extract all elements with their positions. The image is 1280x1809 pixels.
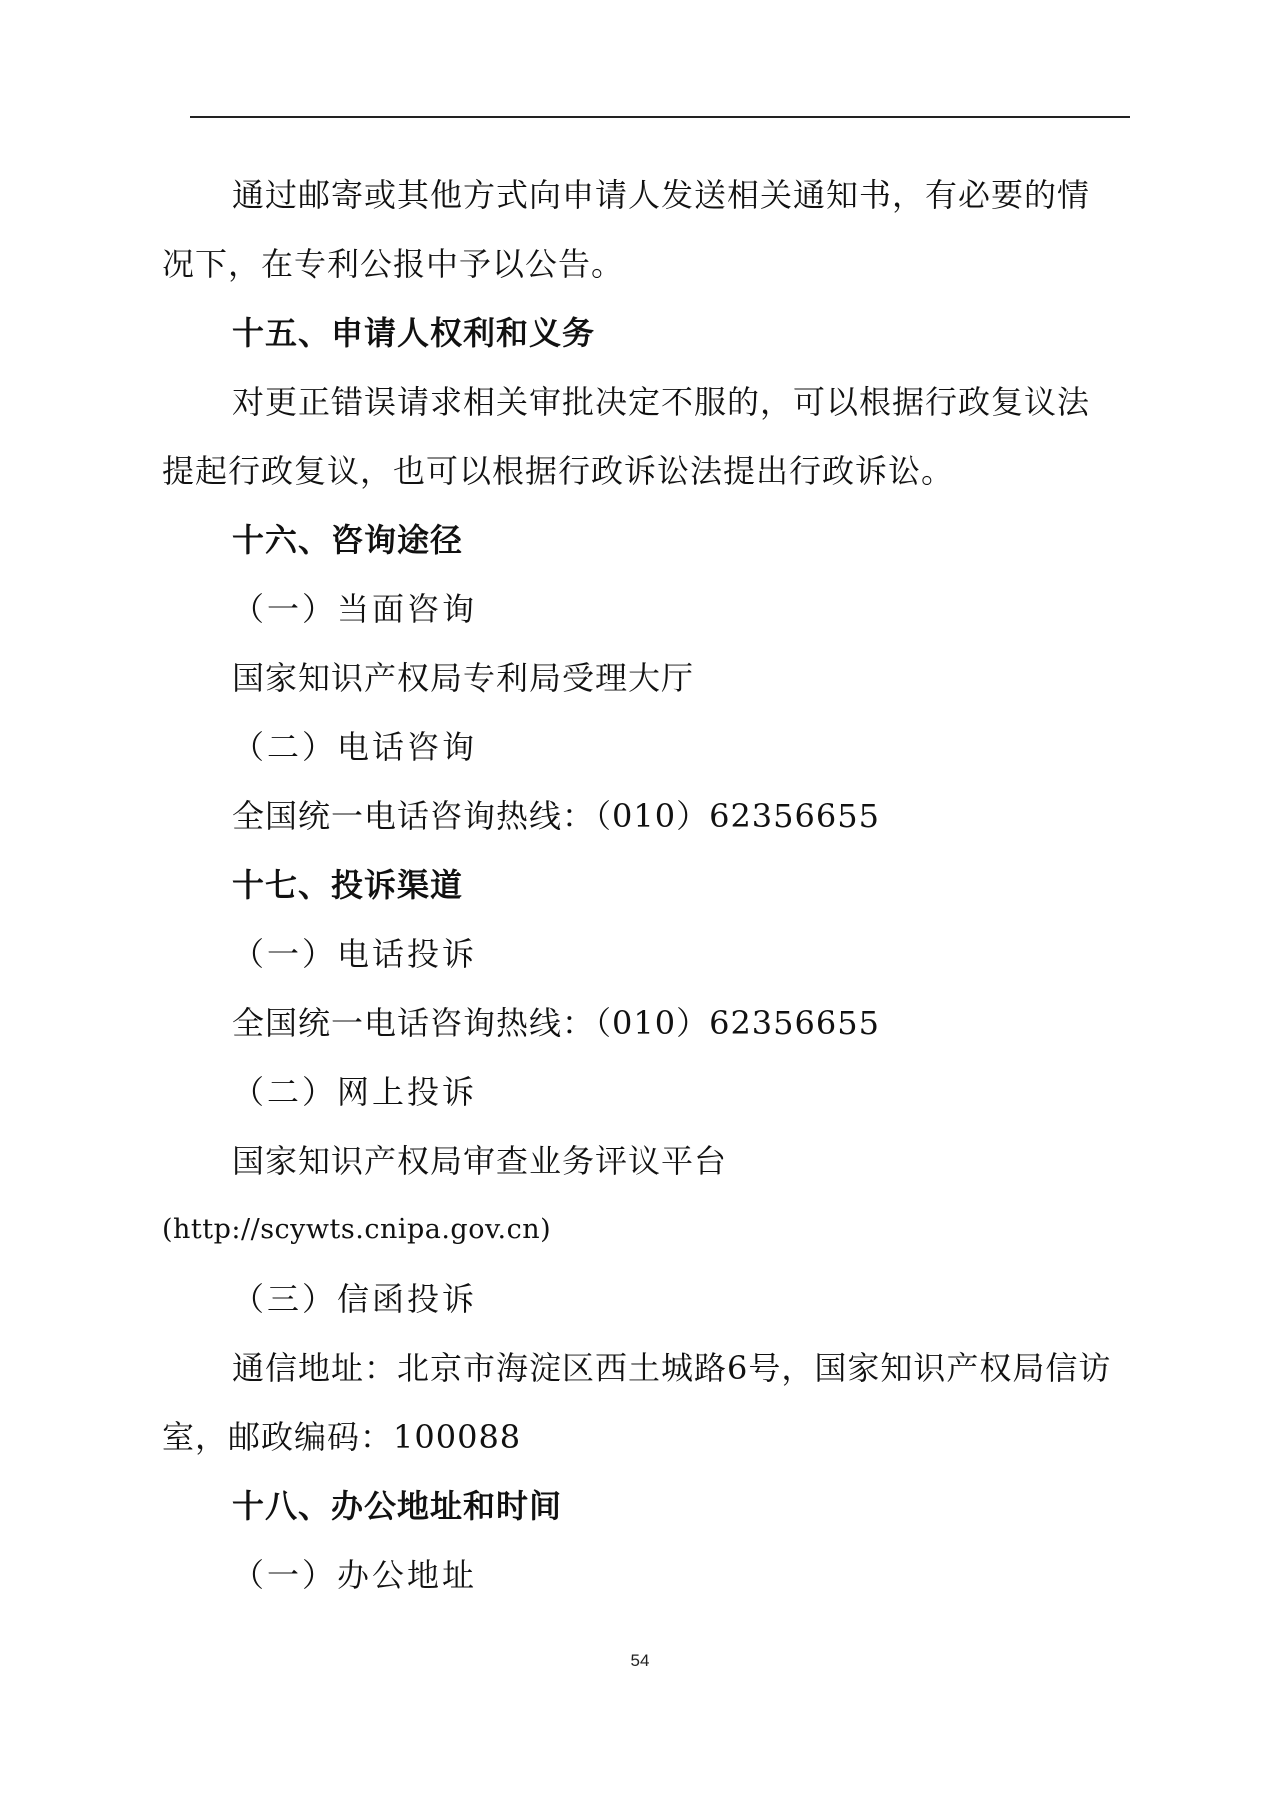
header-rule — [190, 116, 1130, 118]
paragraph-line: 提起行政复议，也可以根据行政诉讼法提出行政诉讼。 — [162, 452, 955, 490]
url-line: (http://scywts.cnipa.gov.cn) — [162, 1214, 552, 1245]
section-heading: 十七、投诉渠道 — [232, 866, 464, 904]
paragraph-line: 况下，在专利公报中予以公告。 — [162, 245, 625, 283]
subsection-heading: （二）网上投诉 — [232, 1073, 478, 1111]
paragraph-line: 国家知识产权局专利局受理大厅 — [232, 659, 695, 697]
paragraph-line: 国家知识产权局审查业务评议平台 — [232, 1142, 728, 1180]
subsection-heading: （三）信函投诉 — [232, 1280, 478, 1318]
paragraph-line: 通过邮寄或其他方式向申请人发送相关通知书，有必要的情 — [232, 176, 1091, 214]
phone-line: 全国统一电话咨询热线：（010）62356655 — [232, 1004, 880, 1042]
address-line: 通信地址：北京市海淀区西土城路6号，国家知识产权局信访 — [232, 1349, 1112, 1387]
page-number: 54 — [630, 1651, 650, 1670]
subsection-heading: （二）电话咨询 — [232, 728, 478, 766]
section-heading: 十五、申请人权利和义务 — [232, 314, 596, 352]
paragraph-line: 对更正错误请求相关审批决定不服的，可以根据行政复议法 — [232, 383, 1091, 421]
subsection-heading: （一）电话投诉 — [232, 935, 478, 973]
subsection-heading: （一）当面咨询 — [232, 590, 478, 628]
section-heading: 十八、办公地址和时间 — [232, 1487, 563, 1525]
subsection-heading: （一）办公地址 — [232, 1556, 478, 1594]
section-heading: 十六、咨询途径 — [232, 521, 464, 559]
phone-line: 全国统一电话咨询热线：（010）62356655 — [232, 797, 880, 835]
address-line: 室，邮政编码：100088 — [162, 1418, 522, 1456]
